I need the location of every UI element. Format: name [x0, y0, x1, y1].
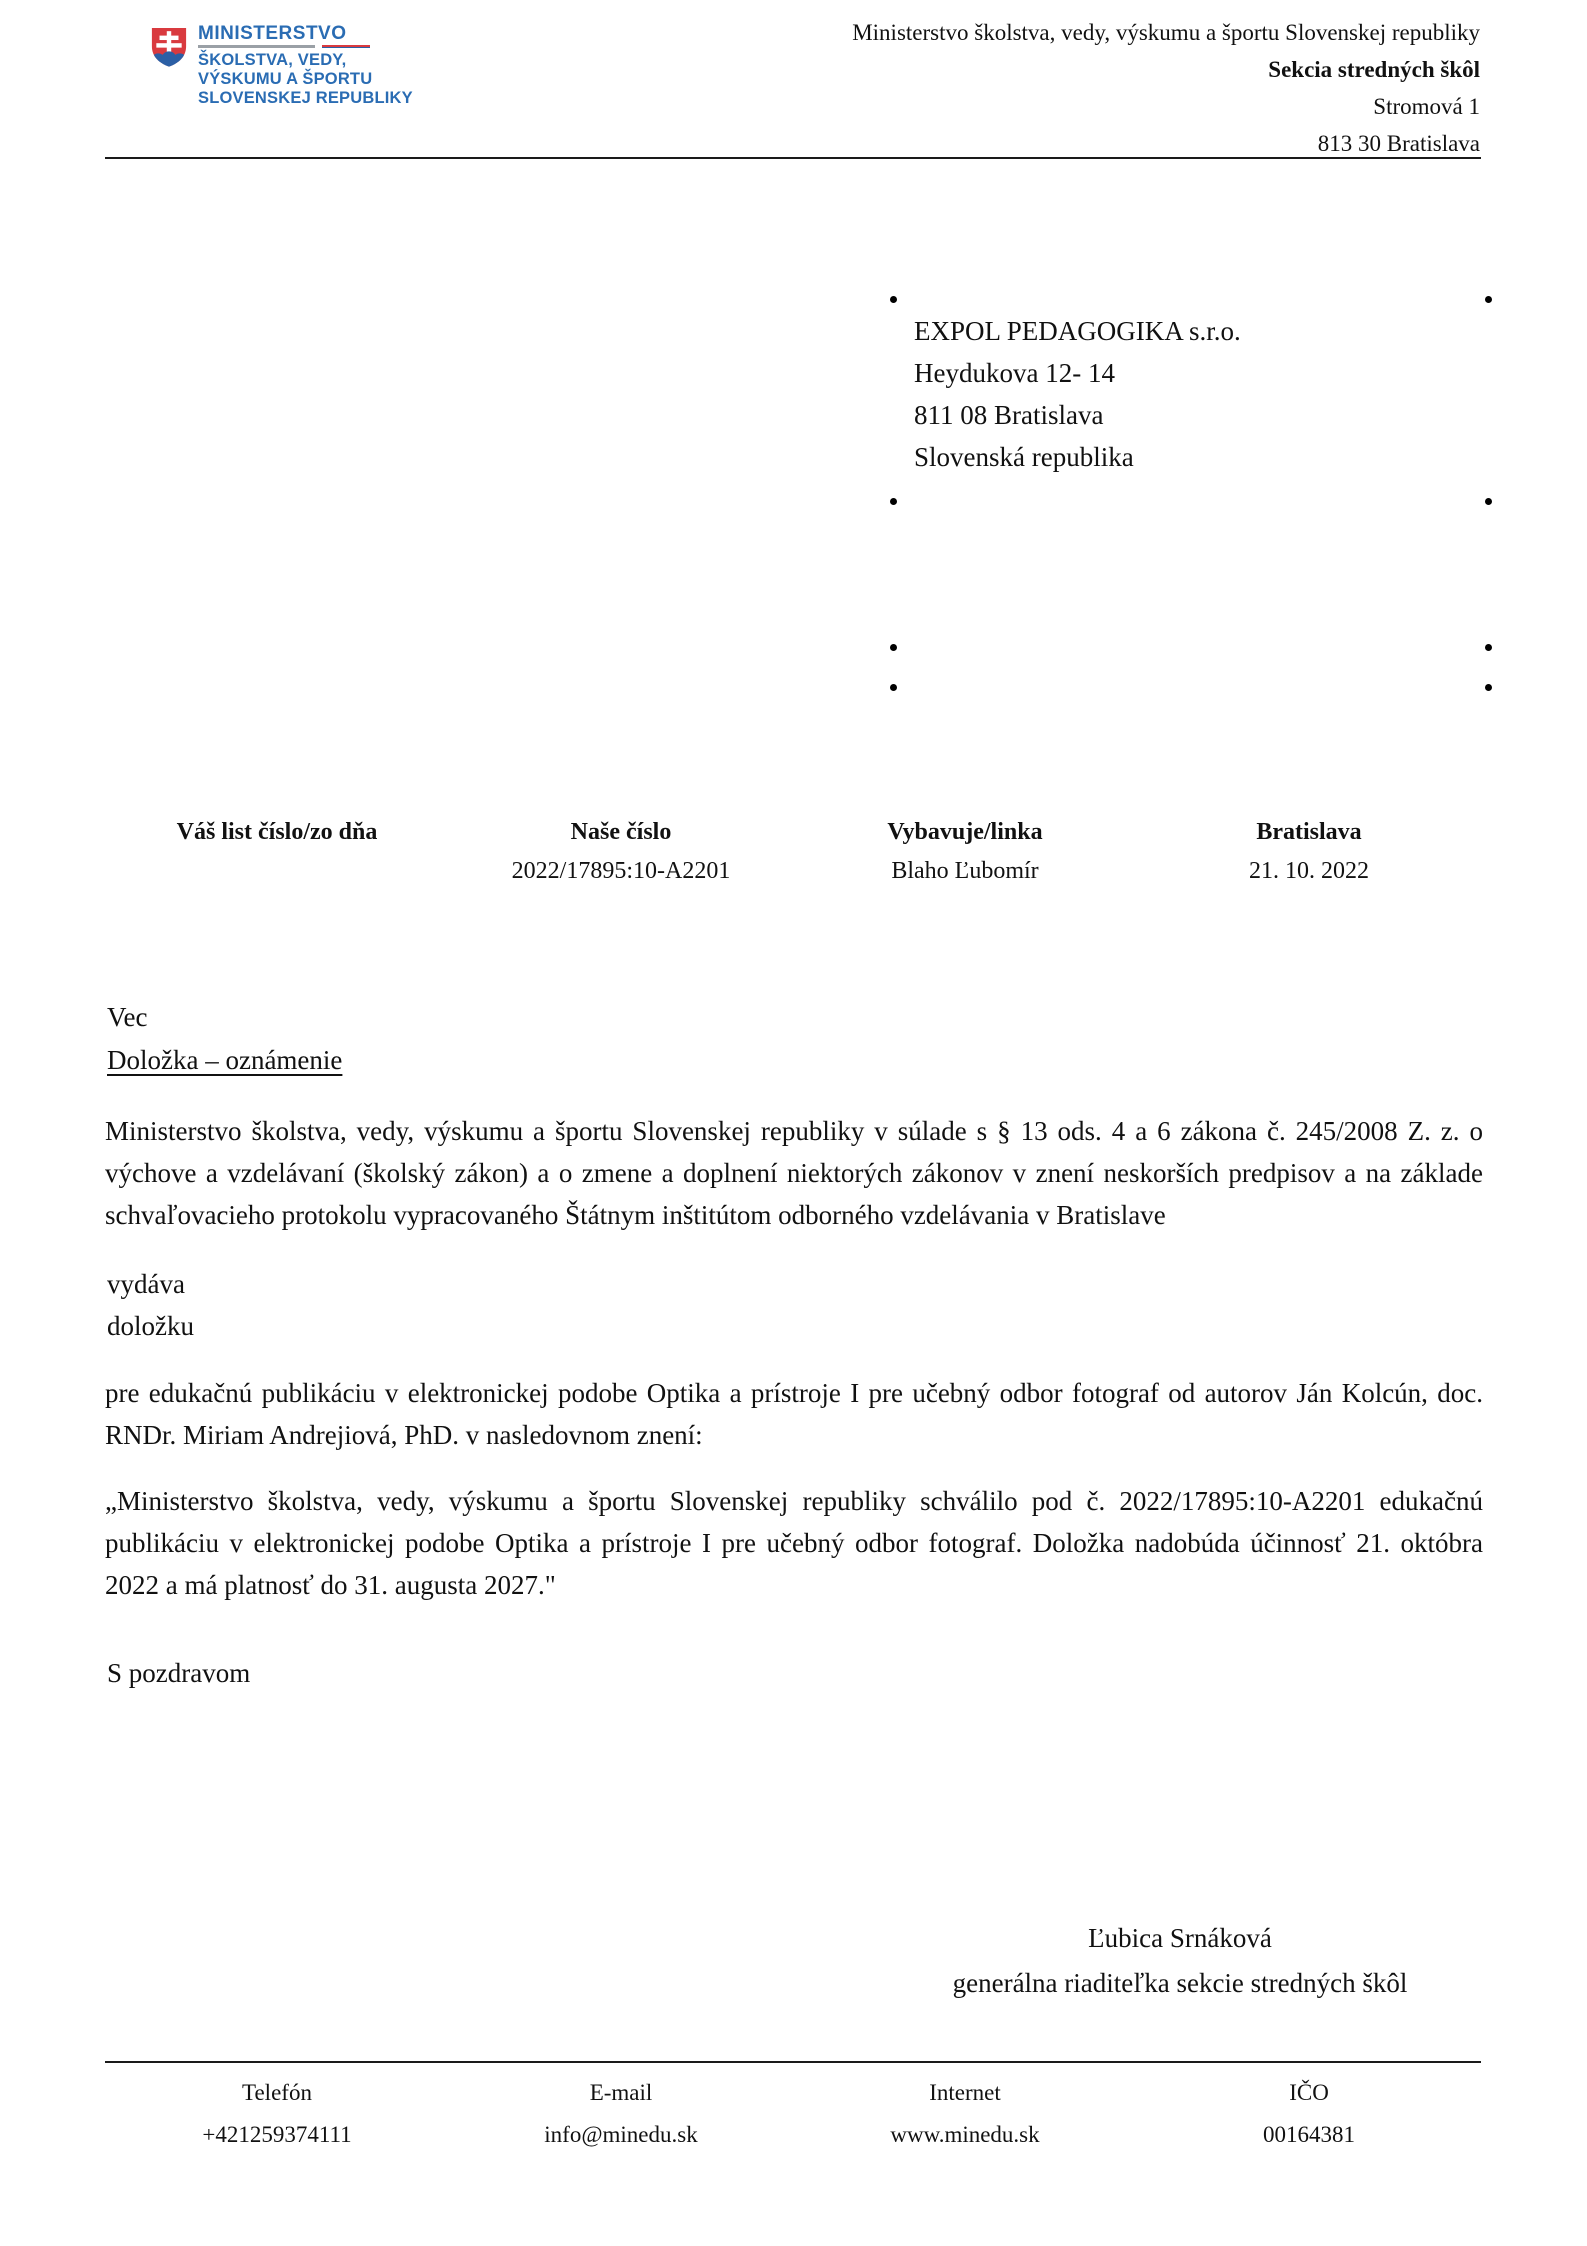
window-mark — [1485, 644, 1492, 651]
footer-col-internet — [793, 2080, 1137, 2148]
footer-label: Telefón — [242, 2080, 312, 2105]
recipient-city: 811 08 Bratislava — [914, 400, 1104, 430]
footer-col-phone — [105, 2080, 449, 2148]
logo-title: MINISTERSTVO — [198, 23, 347, 44]
ministry-logo — [150, 24, 413, 108]
ref-label: Bratislava — [1256, 819, 1362, 845]
sender-street: Stromová 1 — [1373, 94, 1480, 119]
signature-block — [790, 1916, 1570, 2006]
body-paragraph-2: pre edukačnú publikáciu v elektronickej podobe Optika a prístroje I pre učebný odbor fotograf od autorov Ján Kolcún, doc. RNDr. Miriam Andrejiová, PhD. v nasledovnom znení: — [105, 1378, 1483, 1450]
ref-col-place-date — [1137, 818, 1481, 886]
footer-value: info@minedu.sk — [544, 2122, 698, 2147]
window-mark — [890, 296, 897, 303]
body-vydava: vydáva — [107, 1269, 185, 1299]
body-paragraph-3: „Ministerstvo školstva, vedy, výskumu a športu Slovenskej republiky schválilo pod č. 2022/17895:10-A2201 edukačnú publikáciu v elektronickej podobe Optika a prístroje I pre učebný odbor fotograf. Doložka nadobúda účinnosť 21. októbra 2022 a má platnosť do 31. augusta 2027." — [105, 1486, 1483, 1600]
recipient-address — [914, 310, 1241, 478]
sender-section: Sekcia stredných škôl — [1268, 57, 1480, 82]
ministry-logo-text — [198, 24, 413, 108]
window-mark — [890, 684, 897, 691]
subject-title: Doložka – oznámenie — [107, 1045, 343, 1075]
footer-contact-row — [105, 2080, 1481, 2148]
issues-block — [107, 1263, 194, 1347]
ref-value: Blaho Ľubomír — [891, 858, 1039, 884]
logo-line4: SLOVENSKEJ REPUBLIKY — [198, 89, 413, 107]
recipient-country: Slovenská republika — [914, 442, 1134, 472]
ref-col-your-letter — [105, 818, 449, 886]
signature-name: Ľubica Srnáková — [1088, 1923, 1272, 1953]
header-divider — [105, 157, 1481, 159]
body-paragraph-1: Ministerstvo školstva, vedy, výskumu a športu Slovenskej republiky v súlade s § 13 ods. 4 a 6 zákona č. 245/2008 Z. z. o výchove a vzdelávaní (školský zákon) a o zmene a doplnení niektorých zákonov v znení neskorších predpisov a na základe schvaľovacieho protokolu vypracovaného Štátnym inštitútom odborného vzdelávania v Bratislave — [105, 1116, 1483, 1230]
footer-col-ico — [1137, 2080, 1481, 2148]
footer-value: www.minedu.sk — [890, 2122, 1040, 2147]
letterhead-sender-block — [852, 14, 1480, 162]
reference-row — [105, 818, 1481, 886]
ref-col-our-number — [449, 818, 793, 886]
ref-label: Vybavuje/linka — [887, 819, 1043, 845]
logo-line3: VÝSKUMU A ŠPORTU — [198, 70, 373, 88]
logo-line2: ŠKOLSTVA, VEDY, — [198, 51, 347, 69]
subject-label: Vec — [107, 1002, 148, 1032]
footer-divider — [105, 2061, 1481, 2063]
sender-city: 813 30 Bratislava — [1317, 131, 1480, 156]
ref-col-handled-by — [793, 818, 1137, 886]
closing-salutation: S pozdravom — [107, 1658, 251, 1688]
ref-value: 2022/17895:10-A2201 — [511, 858, 731, 884]
subject-block — [107, 996, 342, 1082]
window-mark — [890, 498, 897, 505]
recipient-street: Heydukova 12- 14 — [914, 358, 1115, 388]
recipient-name: EXPOL PEDAGOGIKA s.r.o. — [914, 316, 1241, 346]
sender-org: Ministerstvo školstva, vedy, výskumu a športu Slovenskej republiky — [852, 20, 1480, 45]
ref-label: Naše číslo — [570, 819, 672, 845]
window-mark — [1485, 498, 1492, 505]
window-mark — [1485, 684, 1492, 691]
window-mark — [1485, 296, 1492, 303]
footer-value: +421259374111 — [202, 2122, 352, 2147]
footer-label: Internet — [929, 2080, 1001, 2105]
window-mark — [890, 644, 897, 651]
footer-label: E-mail — [589, 2080, 653, 2105]
footer-label: IČO — [1289, 2080, 1329, 2105]
footer-value: 00164381 — [1263, 2122, 1355, 2147]
ref-label: Váš list číslo/zo dňa — [176, 819, 378, 845]
footer-col-email — [449, 2080, 793, 2148]
body-dolozku: doložku — [107, 1311, 194, 1341]
slovak-coat-of-arms-icon — [150, 24, 188, 70]
signature-title: generálna riaditeľka sekcie stredných škôl — [952, 1968, 1408, 1998]
logo-flag-underline — [198, 45, 370, 48]
ref-value — [105, 858, 449, 886]
ref-value: 21. 10. 2022 — [1249, 858, 1369, 884]
